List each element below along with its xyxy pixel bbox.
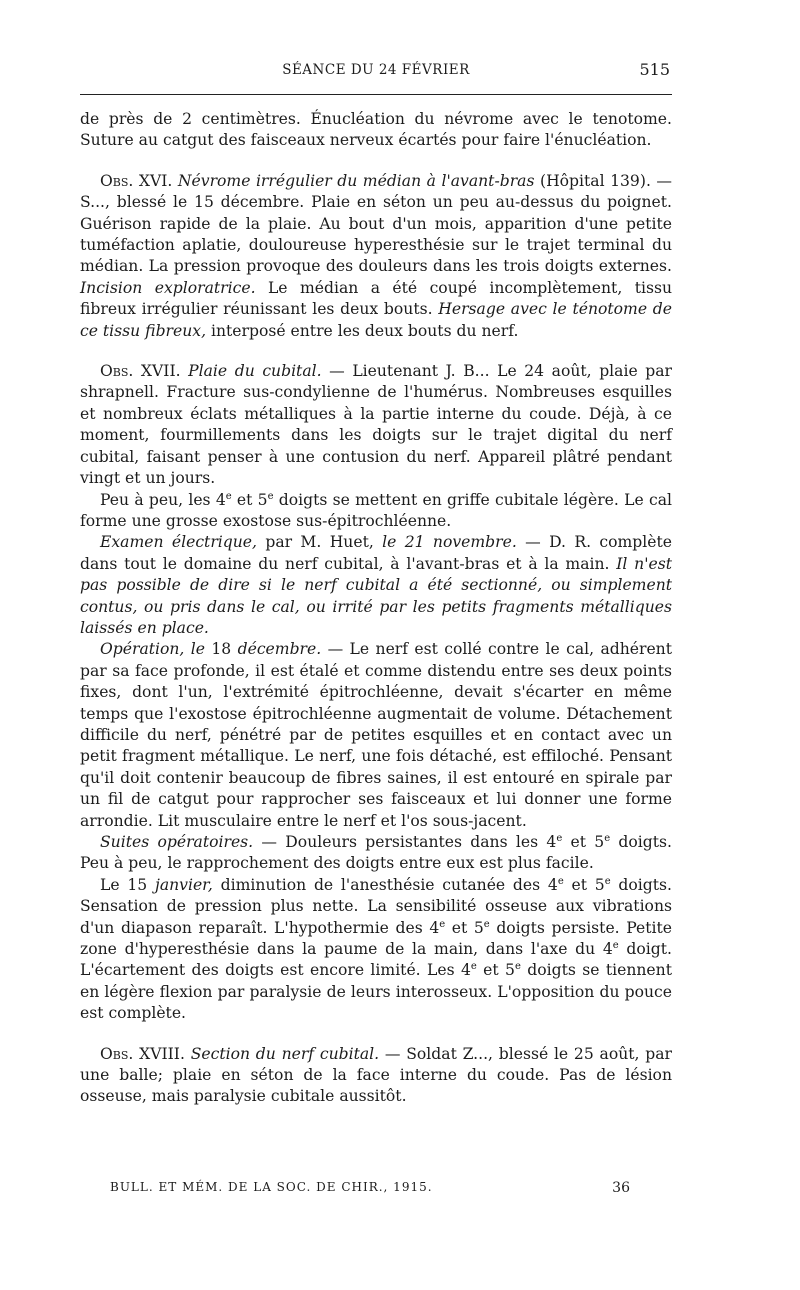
paragraph: Peu à peu, les 4e et 5e doigts se mettent en griffe cubitale légère. Le cal forme une grosse exostose sus-épitrochléenne.: [80, 490, 672, 530]
observation-18: Obs. XVIII. Section du nerf cubital. — Soldat Z..., blessé le 25 août, par une balle; plaie en séton de la face interne du coude. Pas de lésion osseuse, mais paralysie cubitale aussitôt.: [80, 1044, 672, 1106]
observation-16: Obs. XVI. Névrome irrégulier du médian à l'avant-bras (Hôpital 139). — S..., blessé le 15 décembre. Plaie en séton un peu au-dessus du poignet. Guérison rapide de la plaie. Au bout d'un mois, apparition d'une petite tuméfaction aplatie, douloureuse hyperesthésie sur le trajet terminal du médian. La pression provoque des douleurs dans les trois doigts externes. Incision exploratrice. Le médian a été coupé incomplètement, tissu fibreux irrégulier réunissant les deux bouts. Hersage avec le ténotome de ce tissu fibreux, interposé entre les deux bouts du nerf.: [80, 171, 673, 340]
header-rule: [80, 94, 672, 95]
running-head: [80, 58, 672, 84]
paragraph-continuation: de près de 2 centimètres. Énucléation du névrome avec le tenotome. Suture au catgut des faisceaux nerveux écartés pour faire l'énucléation.: [80, 110, 672, 150]
paragraph: Le 15 janvier, diminution de l'anesthésie cutanée des 4e et 5e doigts. Sensation de pression plus nette. La sensibilité osseuse aux vibrations d'un diapason reparaît. L'hypothermie des 4e et 5e doigts persiste. Petite zone d'hyperesthésie dans la paume de la main, dans l'axe du 4e doigt. L'écartement des doigts est encore limité. Les 4e et 5e doigts se tiennent en légère flexion par paralysie de leurs interosseux. L'opposition du pouce est complète.: [80, 875, 672, 1023]
footer: [110, 1180, 630, 1194]
obs-title: Névrome irrégulier du médian à l'avant-bras: [177, 171, 535, 190]
paragraph: Suites opératoires. — Douleurs persistantes dans les 4e et 5e doigts. Peu à peu, le rapprochement des doigts entre eux est plus facile.: [80, 832, 672, 873]
obs-title: Section du nerf cubital.: [190, 1044, 380, 1063]
page-number: 515: [639, 60, 670, 79]
obs-title: Plaie du cubital.: [188, 362, 322, 381]
paragraph: Opération, le 18 décembre. — Le nerf est collé contre le cal, adhérent par sa face profonde, il est étalé et comme distendu entre ses deux points fixes, dont l'un, l'extrémité épitrochléenne, devait s'écarter en même temps que l'exostose épitrochléenne augmentait de volume. Détachement difficile du nerf, pénétré par de petites esquilles et en contact avec un petit fragment métallique. Le nerf, une fois détaché, est effiloché. Pensant qu'il doit contenir beaucoup de fibres saines, il est entouré en spirale par un fil de catgut pour rapprocher ses faisceaux et lui donner une forme arrondie. Lit musculaire entre le nerf et l'os sous-jacent.: [80, 640, 672, 830]
page: [80, 58, 672, 1108]
signature-number: 36: [612, 1180, 630, 1196]
obs-label: Obs. XVI.: [100, 171, 173, 190]
running-title: SÉANCE DU 24 FÉVRIER: [282, 62, 470, 78]
footer-citation: BULL. ET MÉM. DE LA SOC. DE CHIR., 1915.: [110, 1180, 433, 1194]
observation-17: Obs. XVII. Plaie du cubital. — Lieutenant J. B... Le 24 août, plaie par shrapnell. Fracture sus-condylienne de l'humérus. Nombreuses esquilles et nombreux éclats métalliques à la partie interne du coude. Déjà, à ce moment, fourmillements dans les doigts sur le trajet digital du nerf cubital, faisant penser à une contusion du nerf. Appareil plâtré pendant vingt et un jours.: [80, 362, 672, 488]
obs-label: Obs. XVII.: [100, 362, 181, 381]
obs-label: Obs. XVIII.: [100, 1044, 185, 1063]
paragraph: Examen électrique, par M. Huet, le 21 novembre. — D. R. complète dans tout le domaine du nerf cubital, à l'avant-bras et à la main. Il n'est pas possible de dire si le nerf cubital a été sectionné, ou simplement contus, ou pris dans le cal, ou irrité par les petits fragments métalliques laissés en place.: [80, 533, 672, 637]
